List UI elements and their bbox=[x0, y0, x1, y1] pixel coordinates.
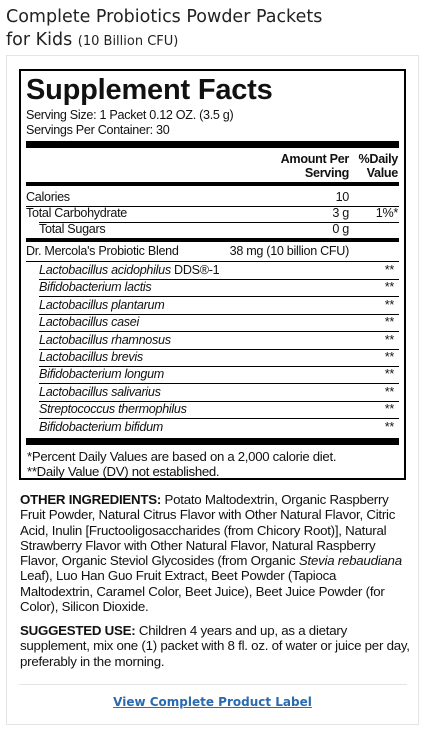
strain-dv: ** bbox=[384, 402, 394, 416]
strain-species: Bifidobacterium lactis bbox=[39, 280, 152, 294]
strain-dv: ** bbox=[384, 280, 394, 294]
strain-name bbox=[39, 420, 163, 435]
strain-species: Lactobacillus plantarum bbox=[39, 298, 165, 312]
footnote-percent-dv: *Percent Daily Values are based on a 2,000 calorie diet. bbox=[27, 449, 337, 464]
footnote-dv-not-established: **Daily Value (DV) not established. bbox=[27, 464, 220, 479]
suggested-use bbox=[20, 623, 410, 669]
nutrient-name: Calories bbox=[26, 190, 70, 204]
strain-species: Bifidobacterium longum bbox=[39, 367, 165, 381]
strain-species: Bifidobacterium bifidum bbox=[39, 420, 163, 434]
nutrient-name: Total Sugars bbox=[39, 222, 106, 236]
strain-name bbox=[39, 402, 187, 417]
facts-heading: Supplement Facts bbox=[26, 74, 273, 106]
title-line-1: Complete Probiotics Powder Packets bbox=[6, 7, 323, 27]
strain-dv: ** bbox=[384, 263, 394, 277]
strain-dv: ** bbox=[384, 385, 394, 399]
row-rule bbox=[39, 383, 399, 384]
thick-rule bbox=[26, 141, 399, 148]
title-line-2 bbox=[6, 29, 416, 53]
strain-dv: ** bbox=[384, 420, 394, 434]
strain-species: Lactobacillus salivarius bbox=[39, 385, 161, 399]
strain-species: Streptococcus thermophilus bbox=[39, 402, 187, 416]
strain-name bbox=[39, 298, 164, 313]
suggested-use-label: SUGGESTED USE: bbox=[20, 623, 136, 638]
strain-species: Lactobacillus brevis bbox=[39, 350, 143, 364]
strain-name bbox=[39, 263, 219, 278]
strain-name bbox=[39, 333, 171, 348]
title-line-2-text: for Kids bbox=[6, 30, 73, 50]
strain-dv: ** bbox=[384, 333, 394, 347]
other-ingredients-text-b: Leaf), Luo Han Guo Fruit Extract, Beet Powder (Tapioca Maltodextrin, Caramel Color, Beet Juice), Beet Juice Powder (for Color), Silicon Dioxide. bbox=[20, 568, 385, 615]
page-title bbox=[6, 6, 416, 53]
other-ingredients-text-a: Potato Maltodextrin, Organic Raspberry Fruit Powder, Natural Citrus Flavor with Other Natural Flavor, Citric Acid, Inulin [Fructooligosaccharides (from Chicory Root)], Natural Strawberry Flavor with Other Natural Flavor, Natural Raspberry Flavor, Organic Steviol Glycosides (from Organic bbox=[20, 492, 396, 569]
strain-name bbox=[39, 350, 143, 365]
row-rule bbox=[39, 296, 399, 297]
divider bbox=[19, 684, 407, 685]
blend-amount: 38 mg (10 billion CFU) bbox=[229, 244, 349, 258]
medium-rule-2 bbox=[26, 238, 399, 242]
serving-size: Serving Size: 1 Packet 0.12 OZ. (3.5 g) bbox=[26, 108, 234, 122]
strain-name bbox=[39, 367, 164, 382]
strain-dv: ** bbox=[384, 315, 394, 329]
strain-species: Lactobacillus acidophilus bbox=[39, 263, 171, 277]
nutrient-amount: 3 g bbox=[332, 206, 349, 220]
strain-dv: ** bbox=[384, 298, 394, 312]
strain-name bbox=[39, 280, 151, 295]
nutrient-name: Total Carbohydrate bbox=[26, 206, 128, 220]
supplement-facts-panel bbox=[19, 69, 406, 480]
title-subtitle: (10 Billion CFU) bbox=[77, 34, 179, 49]
thick-rule-2 bbox=[26, 438, 399, 445]
row-rule bbox=[39, 418, 399, 419]
blend-name: Dr. Mercola's Probiotic Blend bbox=[26, 244, 179, 258]
suggested-use-text: Children 4 years and up, as a dietary supplement, mix one (1) packet with 8 fl. oz. of water or juice per day, preferably in the morning. bbox=[20, 623, 410, 669]
strain-name bbox=[39, 315, 139, 330]
strain-species: Lactobacillus rhamnosus bbox=[39, 333, 171, 347]
daily-value-header: %Daily Value bbox=[358, 152, 398, 180]
medium-rule bbox=[26, 182, 399, 186]
view-complete-label-link[interactable]: View Complete Product Label bbox=[113, 695, 312, 709]
strain-dv: ** bbox=[384, 367, 394, 381]
other-ingredients bbox=[20, 492, 410, 614]
strain-name bbox=[39, 385, 161, 400]
row-rule bbox=[39, 331, 399, 332]
strain-suffix: DDS®-1 bbox=[170, 263, 220, 277]
strain-dv: ** bbox=[384, 350, 394, 364]
other-ingredients-stevia: Stevia rebaudiana bbox=[298, 553, 402, 569]
amount-per-serving-header: Amount Per Serving bbox=[280, 152, 349, 180]
row-rule bbox=[26, 261, 399, 262]
servings-per-container: Servings Per Container: 30 bbox=[26, 123, 170, 137]
nutrient-amount: 10 bbox=[335, 190, 349, 204]
other-ingredients-label: OTHER INGREDIENTS: bbox=[20, 492, 162, 507]
strain-species: Lactobacillus casei bbox=[39, 315, 140, 329]
nutrient-dv: 1%* bbox=[375, 206, 398, 220]
nutrient-amount: 0 g bbox=[332, 222, 349, 236]
